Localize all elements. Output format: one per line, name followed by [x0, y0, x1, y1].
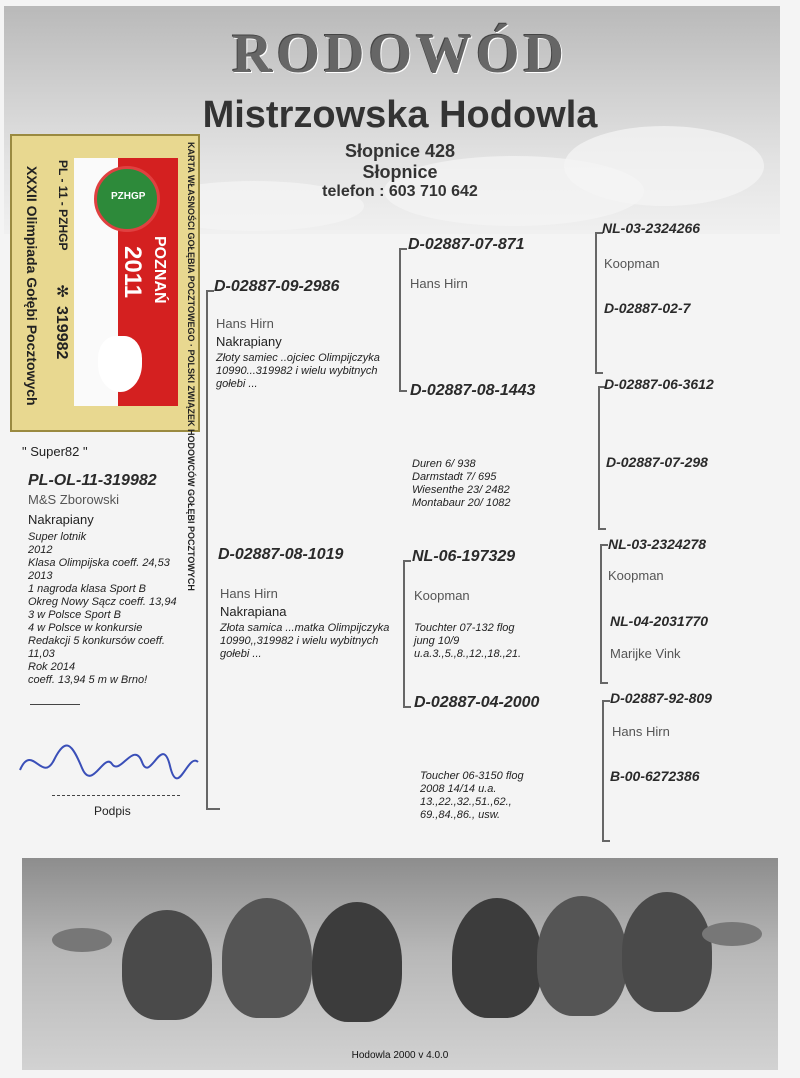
flying-pigeon-icon — [52, 928, 112, 952]
ggp-8-ring: B-00-6272386 — [610, 768, 700, 784]
ggp-6-breeder: Marijke Vink — [610, 646, 681, 661]
sire-breeder: Hans Hirn — [216, 316, 274, 331]
gp-4-notes: Toucher 06-3150 flog 2008 14/14 u.a. 13.,22.,32.,51.,62., 69.,84.,86., usw. — [420, 770, 524, 821]
subject-color: Nakrapiany — [28, 512, 94, 527]
dam-color: Nakrapiana — [220, 604, 287, 619]
gp-1-breeder: Hans Hirn — [410, 276, 468, 291]
pigeon-icon — [222, 898, 312, 1018]
ggp-3-ring: D-02887-06-3612 — [604, 376, 714, 392]
card-side-text: KARTA WŁASNOŚCI GOŁĘBIA POCZTOWEGO · POLSKI ZWIĄZEK HODOWCÓW GOŁĘBI POCZTOWYCH — [186, 142, 196, 591]
eagle-emblem-icon — [98, 336, 142, 392]
dam-ring: D-02887-08-1019 — [218, 546, 344, 563]
ggp-5-breeder: Koopman — [608, 568, 664, 583]
sire-note: Złoty samiec ..ojciec Olimpijczyka 10990...319982 i wielu wybitnych gołebi ... — [216, 352, 380, 390]
svg-text:Zborowski M.S: Zborowski M.S — [72, 752, 79, 753]
subject-nick: " Super82 " — [22, 444, 88, 459]
page-title: RODOWÓD — [232, 23, 568, 85]
gp-1-ring: D-02887-07-871 — [408, 236, 525, 253]
loft-name: Mistrzowska Hodowla — [202, 94, 598, 136]
subject-notes: Super lotnik 2012 Klasa Olimpijska coeff. 24,53 2013 1 nagroda klasa Sport B Okreg Nowy Sącz coeff. 13,94 3 w Polsce Sport B 4 w Polsce w konkursie Redakcji 5 konkursów coeff. 11,03 Rok 2014 coeff. 13,94 5 m w Brno! — [28, 531, 177, 686]
pigeon-icon — [312, 902, 402, 1022]
ggp-1-breeder: Koopman — [604, 256, 660, 271]
address-line-2: Słopnice — [362, 162, 438, 182]
gp-3-ring: NL-06-197329 — [412, 548, 516, 565]
card-olympiad-text: XXXII Olimpiada Gołębi Pocztowych — [24, 166, 40, 406]
ggp-7-ring: D-02887-92-809 — [610, 690, 712, 706]
gp-3-breeder: Koopman — [414, 588, 470, 603]
flying-pigeon-icon — [702, 922, 762, 946]
card-number: 319982 — [53, 306, 70, 360]
signature-scribble-icon — [12, 712, 212, 792]
subject-ring: PL-OL-11-319982 — [28, 472, 157, 489]
software-footer: Hodowla 2000 v 4.0.0 — [351, 1050, 449, 1061]
footer-pigeons-image — [22, 858, 778, 1070]
gp-2-notes: Duren 6/ 938 Darmstadt 7/ 695 Wiesenthe 23/ 2482 Montabaur 20/ 1082 — [412, 458, 511, 509]
address-line-1: Słopnice 428 — [344, 141, 456, 161]
ggp-1-ring: NL-03-2324266 — [602, 220, 701, 236]
gp-3-notes: Touchter 07-132 flog jung 10/9 u.a.3.,5.,8.,12.,18.,21. — [414, 622, 522, 660]
pigeon-icon — [122, 910, 212, 1020]
ggp-5-ring: NL-03-2324278 — [608, 536, 707, 552]
phone: telefon : 603 710 642 — [322, 183, 478, 200]
dam-note: Złota samica ...matka Olimpijczyka 10990,,319982 i wielu wybitnych gołebi ... — [220, 622, 390, 660]
card-city: POZNAŃ — [151, 236, 168, 304]
card-star: ✻ — [56, 284, 70, 301]
subject-breeder: M&S Zborowski — [28, 492, 120, 507]
pigeon-icon — [622, 892, 712, 1012]
ggp-6-ring: NL-04-2031770 — [610, 613, 709, 629]
ggp-7-breeder: Hans Hirn — [612, 724, 670, 739]
pzhgp-logo: PZHGP — [94, 166, 160, 232]
card-ring-code: PL - 11 - PZHGP — [56, 160, 70, 251]
gp-4-ring: D-02887-04-2000 — [414, 694, 540, 711]
pigeon-icon — [452, 898, 542, 1018]
gp-2-ring: D-02887-08-1443 — [410, 382, 536, 399]
card-year: 2011 — [119, 246, 146, 299]
ggp-4-ring: D-02887-07-298 — [606, 454, 708, 470]
pigeon-icon — [537, 896, 627, 1016]
ggp-2-ring: D-02887-02-7 — [604, 300, 691, 316]
signature-label: Podpis — [94, 804, 131, 818]
sire-ring: D-02887-09-2986 — [214, 278, 340, 295]
dam-breeder: Hans Hirn — [220, 586, 278, 601]
sire-color: Nakrapiany — [216, 334, 282, 349]
